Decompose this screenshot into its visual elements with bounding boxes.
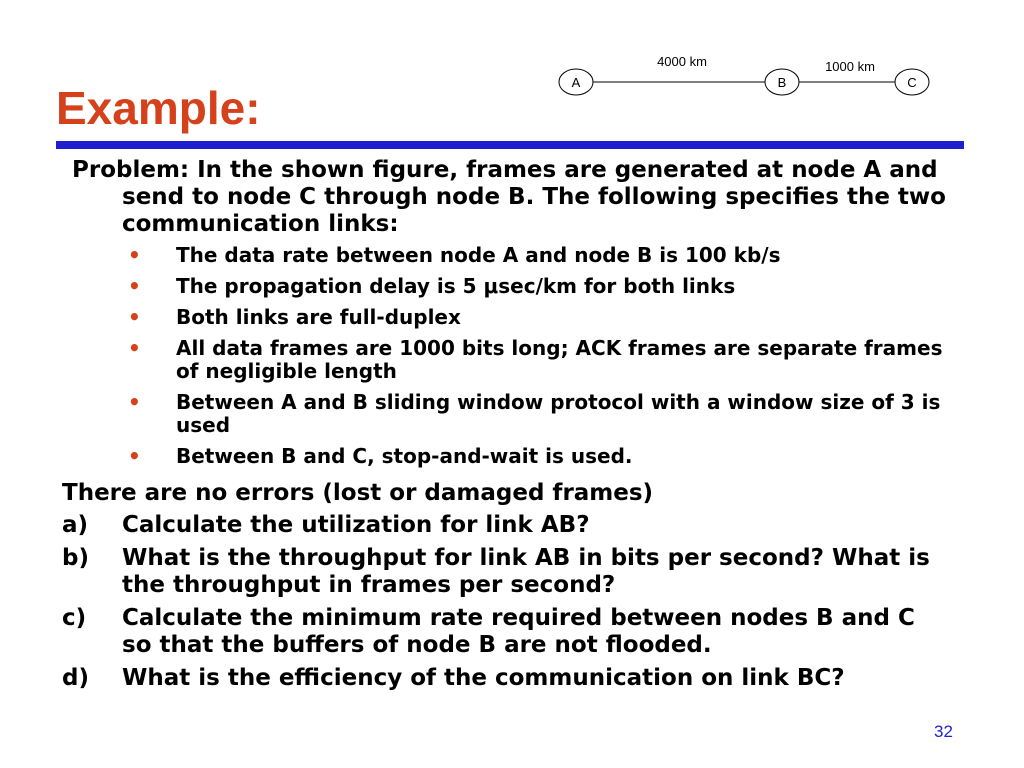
- list-item: [128, 306, 958, 329]
- bullet-dot-icon: •: [128, 336, 141, 360]
- node-a-label: A: [571, 75, 581, 90]
- list-item: [128, 244, 958, 267]
- conditions-list: [128, 244, 958, 476]
- bullet-dot-icon: •: [128, 305, 141, 329]
- list-item: [128, 445, 958, 468]
- list-item-text: Both links are full-duplex: [176, 305, 461, 329]
- question-text: What is the throughput for link AB in bits per second? What is the throughput in frames per second?: [122, 545, 930, 598]
- list-item: [128, 391, 958, 437]
- page-number: 32: [934, 722, 953, 741]
- question-text: Calculate the utilization for link AB?: [122, 512, 590, 538]
- question-label: b): [62, 545, 89, 571]
- bullet-dot-icon: •: [128, 444, 141, 468]
- question-item: [62, 665, 942, 692]
- questions-list: [62, 512, 942, 698]
- question-item: [62, 512, 942, 539]
- list-item-text: The data rate between node A and node B is 100 kb/s: [176, 243, 781, 267]
- bullet-dot-icon: •: [128, 243, 141, 267]
- link-bc-label: 1000 km: [825, 59, 875, 74]
- list-item: [128, 275, 958, 298]
- bullet-dot-icon: •: [128, 274, 141, 298]
- network-diagram: [0, 0, 1024, 120]
- list-item: [128, 337, 958, 383]
- list-item-text: Between B and C, stop-and-wait is used.: [176, 444, 633, 468]
- question-label: a): [62, 512, 89, 538]
- list-item-text: All data frames are 1000 bits long; ACK frames are separate frames of negligible length: [176, 336, 943, 383]
- list-item-text: Between A and B sliding window protocol with a window size of 3 is used: [176, 390, 941, 437]
- no-errors-statement: There are no errors (lost or damaged frames): [62, 480, 654, 506]
- question-text: Calculate the minimum rate required between nodes B and C so that the buffers of node B are not flooded.: [122, 605, 915, 658]
- question-label: d): [62, 665, 89, 691]
- question-item: [62, 545, 942, 599]
- title-rule: [56, 141, 964, 149]
- node-b-label: B: [777, 75, 787, 90]
- question-item: [62, 605, 942, 659]
- question-label: c): [62, 605, 87, 631]
- slide-title: Example:: [56, 82, 261, 134]
- bullet-dot-icon: •: [128, 390, 141, 414]
- problem-statement: Problem: In the shown figure, frames are generated at node A and send to node C through node B. The following specifies the two communication links:: [72, 157, 946, 237]
- link-ab-label: 4000 km: [657, 54, 707, 69]
- list-item-text: The propagation delay is 5 μsec/km for both links: [176, 274, 736, 298]
- node-c-label: C: [907, 75, 917, 90]
- question-text: What is the efficiency of the communication on link BC?: [122, 665, 845, 691]
